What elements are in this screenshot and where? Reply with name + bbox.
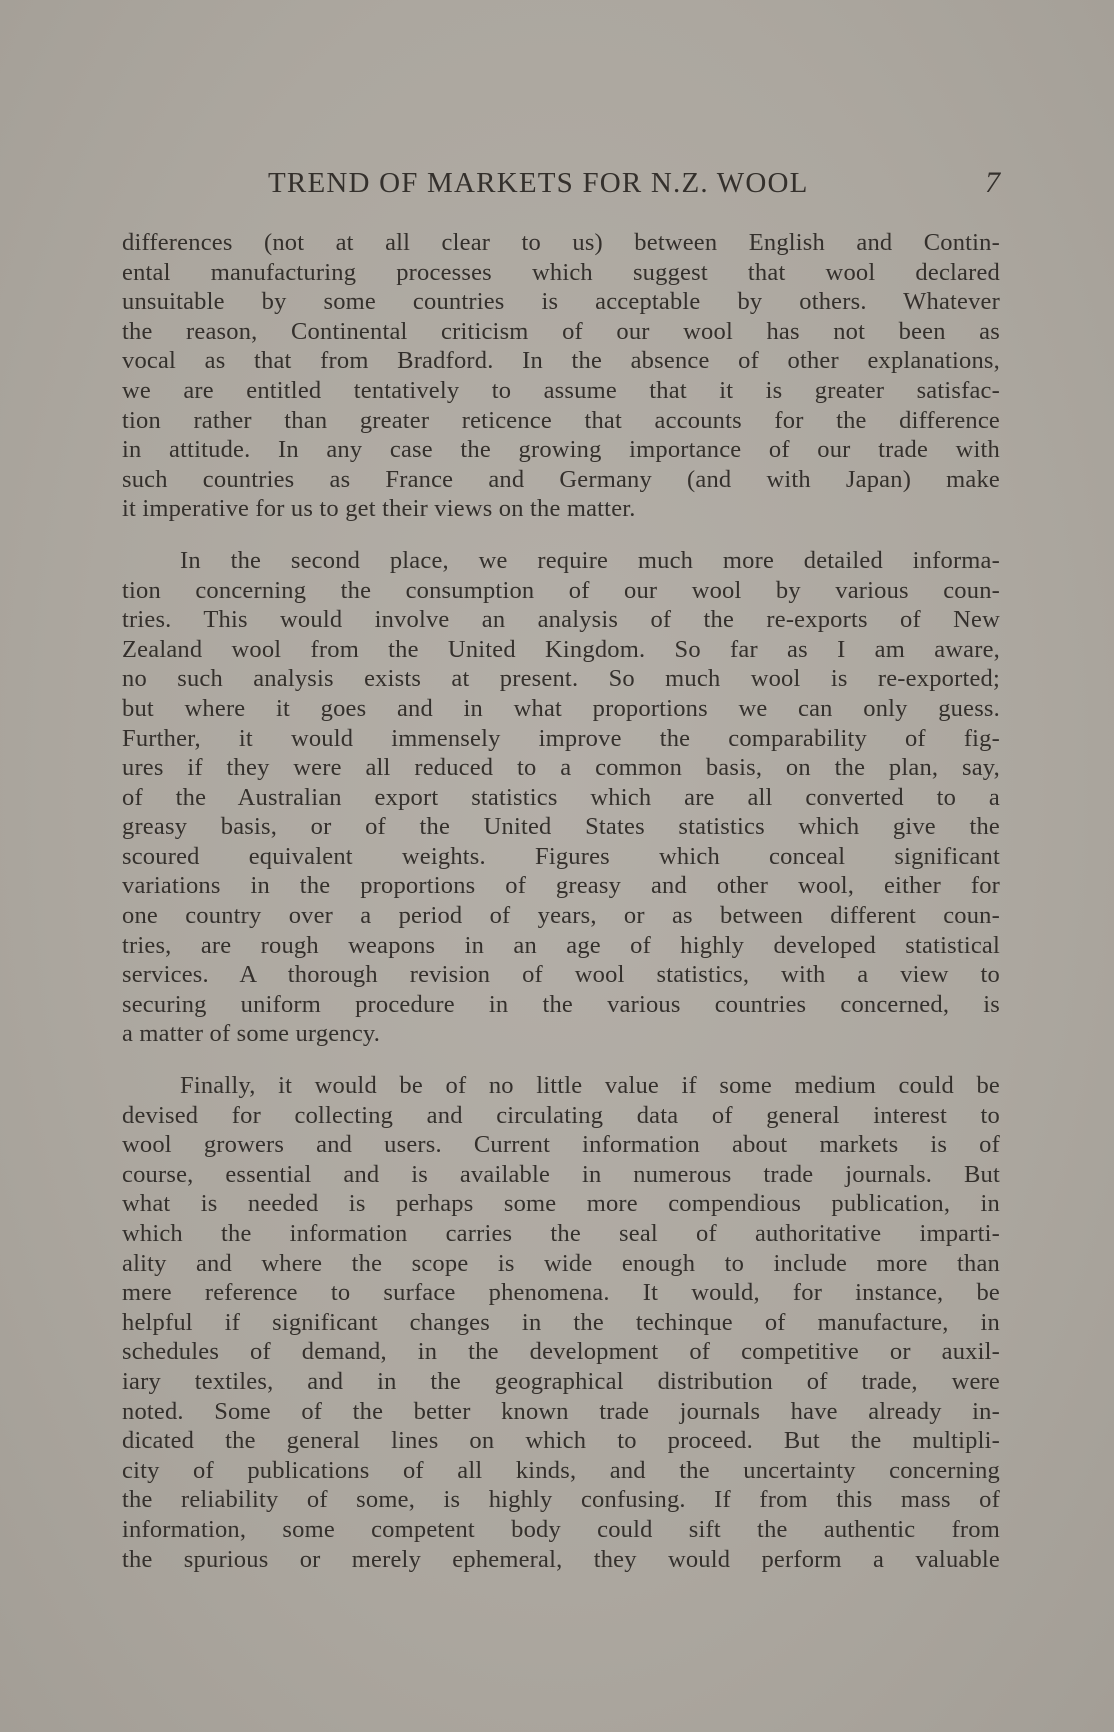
text-line: mere reference to surface phenomena. It would, for instance, be	[122, 1279, 1000, 1307]
text-line: we are entitled tentatively to assume that it is greater satisfac-	[122, 376, 1000, 404]
text-line: the spurious or merely ephemeral, they would perform a valuable	[122, 1545, 1000, 1573]
text-line: one country over a period of years, or as between different coun-	[122, 902, 1000, 930]
text-line: services. A thorough revision of wool statistics, with a view to	[122, 961, 1000, 989]
text-line: tries, are rough weapons in an age of highly developed statistical	[122, 931, 1000, 959]
text-line: tries. This would involve an analysis of the re-exports of New	[122, 606, 1000, 634]
text-line: securing uniform procedure in the various countries concerned, is	[122, 990, 1000, 1018]
text-line: tion concerning the consumption of our wool by various coun-	[122, 576, 1000, 604]
paragraph	[122, 1071, 1000, 1574]
text-line: what is needed is perhaps some more compendious publication, in	[122, 1190, 1000, 1218]
text-line: a matter of some urgency.	[122, 1020, 381, 1048]
text-line: wool growers and users. Current information about markets is of	[122, 1131, 1000, 1159]
text-line: course, essential and is available in numerous trade journals. But	[122, 1160, 1000, 1188]
running-title: TREND OF MARKETS FOR N.Z. WOOL	[268, 167, 809, 199]
text-line: ality and where the scope is wide enough to include more than	[122, 1249, 1000, 1277]
text-line: of the Australian export statistics which are all converted to a	[122, 783, 1000, 811]
text-line: greasy basis, or of the United States statistics which give the	[122, 813, 1000, 841]
running-head	[120, 163, 1000, 203]
text-line: city of publications of all kinds, and the uncertainty concerning	[122, 1456, 1000, 1484]
text-line: vocal as that from Bradford. In the absence of other explanations,	[122, 347, 1000, 375]
text-line: Finally, it would be of no little value if some medium could be	[180, 1072, 1000, 1100]
text-line: in attitude. In any case the growing importance of our trade with	[122, 436, 1000, 464]
text-line: the reliability of some, is highly confusing. If from this mass of	[122, 1486, 1000, 1514]
text-line: scoured equivalent weights. Figures which conceal significant	[122, 842, 1000, 870]
page-number: 7	[985, 166, 1000, 199]
text-line: noted. Some of the better known trade journals have already in-	[122, 1397, 1000, 1425]
text-line: unsuitable by some countries is acceptable by others. Whatever	[122, 288, 1000, 316]
text-line: differences (not at all clear to us) between English and Contin-	[122, 229, 1000, 256]
text-line: ures if they were all reduced to a common basis, on the plan, say,	[122, 754, 1000, 782]
text-line: information, some competent body could sift the authentic from	[122, 1515, 1000, 1543]
text-line: it imperative for us to get their views on the matter.	[122, 495, 636, 523]
text-line: In the second place, we require much more detailed informa-	[180, 546, 1000, 574]
text-line: but where it goes and in what proportions we can only guess.	[122, 694, 1000, 722]
text-line: dicated the general lines on which to proceed. But the multipli-	[122, 1427, 1000, 1455]
paragraph	[122, 228, 1000, 524]
text-line: which the information carries the seal of authoritative imparti-	[122, 1220, 1000, 1247]
text-line: variations in the proportions of greasy and other wool, either for	[122, 872, 1000, 900]
text-line: helpful if significant changes in the techinque of manufacture, in	[122, 1308, 1000, 1336]
text-line: such countries as France and Germany (and with Japan) make	[122, 465, 1000, 493]
text-line: Further, it would immensely improve the comparability of fig-	[122, 724, 1000, 752]
text-line: tion rather than greater reticence that accounts for the difference	[122, 406, 1000, 434]
body-text	[122, 228, 1000, 1574]
paragraph	[122, 546, 1000, 1049]
text-line: the reason, Continental criticism of our wool has not been as	[122, 317, 1000, 345]
text-line: devised for collecting and circulating data of general interest to	[122, 1101, 1000, 1129]
text-line: no such analysis exists at present. So much wool is re-exported;	[122, 665, 1000, 693]
text-line: ental manufacturing processes which suggest that wool declared	[122, 258, 1000, 286]
text-line: Zealand wool from the United Kingdom. So far as I am aware,	[122, 635, 1000, 663]
text-line: schedules of demand, in the development of competitive or auxil-	[122, 1338, 1000, 1366]
text-line: iary textiles, and in the geographical distribution of trade, were	[122, 1367, 1000, 1395]
